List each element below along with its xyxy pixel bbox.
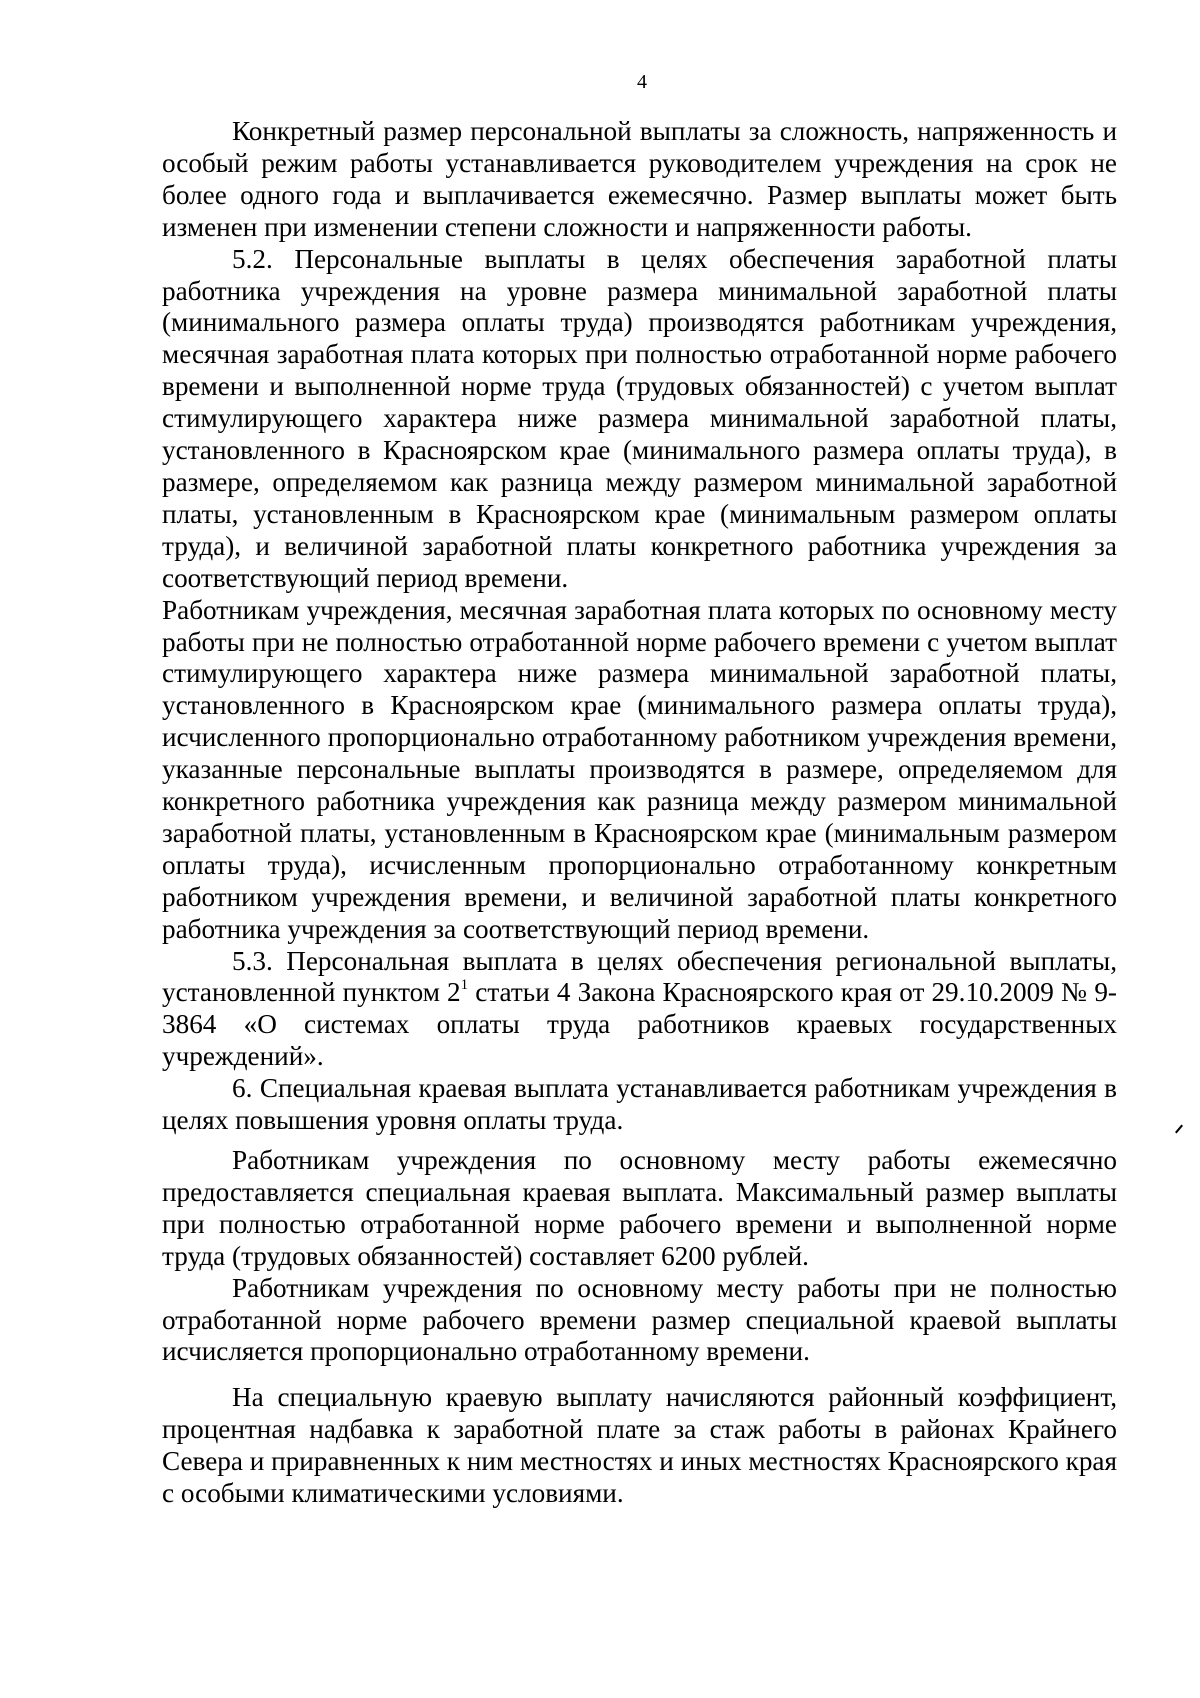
paragraph-5-2-continued: Работникам учреждения, месячная заработная плата которых по основному месту работы при не полностью отработанной норме рабочего времени с учетом выплат стимулирующего характера ниже размера минимальной заработной платы, установленного в Красноярском крае (минимального размера оплаты труда), исчисленного пропорционально отработанному работником учреждения времени, указанные персональные выплаты производятся в размере, определяемом для конкретного работника учреждения как разница между размером минимальной заработной платы, установленным в Красноярском крае (минимальным размером оплаты труда), исчисленным пропорционально отработанному конкретным работником учреждения времени, и величиной заработной платы конкретного работника учреждения за соответствующий период времени. [162, 594, 1117, 944]
page-number: 4 [637, 71, 647, 93]
paragraph-personal-payment-size: Конкретный размер персональной выплаты за сложность, напряженность и особый режим работы устанавливается руководителем учреждения на срок не более одного года и выплачивается ежемесячно. Размер выплаты может быть изменен при изменении степени сложности и напряженности работы. [162, 116, 1117, 242]
document-body [162, 116, 1117, 1510]
paragraph-special-payment-max: Работникам учреждения по основному месту работы ежемесячно предоставляется специальная краевая выплата. Максимальный размер выплаты при полностью отработанной норме рабочего времени и выполненной норме труда (трудовых обязанностей) составляет 6200 рублей. [162, 1145, 1117, 1271]
scan-mark [1175, 1125, 1183, 1134]
paragraph-special-payment-coefficients: На специальную краевую выплату начисляются районный коэффициент, процентная надбавка к заработной плате за стаж работы в районах Крайнего Севера и приравненных к ним местностях и иных местностях Красноярского края с особыми климатическими условиями. [162, 1382, 1117, 1509]
superscript: 1 [460, 977, 469, 994]
paragraph-6: 6. Специальная краевая выплата устанавливается работникам учреждения в целях повышения уровня оплаты труда. [162, 1073, 1117, 1136]
paragraph-5-3-text-b: статьи 4 Закона Красноярского края от 29.10.2009 № 9-3864 «О системах оплаты труда работников краевых государственных учреждений». [162, 977, 1117, 1072]
paragraph-5-3-text-a: 5.3. Персональная выплата в целях обеспечения региональной выплаты, установленной пунктом 2 [162, 945, 1117, 1008]
paragraph-special-payment-partial: Работникам учреждения по основному месту работы при не полностью отработанной норме рабочего времени размер специальной краевой выплаты исчисляется пропорционально отработанному времени. [162, 1272, 1117, 1367]
paragraph-5-3 [162, 946, 1117, 1074]
paragraph-5-2: 5.2. Персональные выплаты в целях обеспечения заработной платы работника учреждения на уровне размера минимальной заработной платы (минимального размера оплаты труда) производятся работникам учреждения, месячная заработная плата которых при полностью отработанной норме рабочего времени и выполненной норме труда (трудовых обязанностей) с учетом выплат стимулирующего характера ниже размера минимальной заработной платы, установленного в Красноярском крае (минимального размера оплаты труда), в размере, определяемом как разница между размером минимальной заработной платы, установленным в Красноярском крае (минимальным размером оплаты труда), и величиной заработной платы конкретного работника учреждения за соответствующий период времени. [162, 243, 1117, 593]
